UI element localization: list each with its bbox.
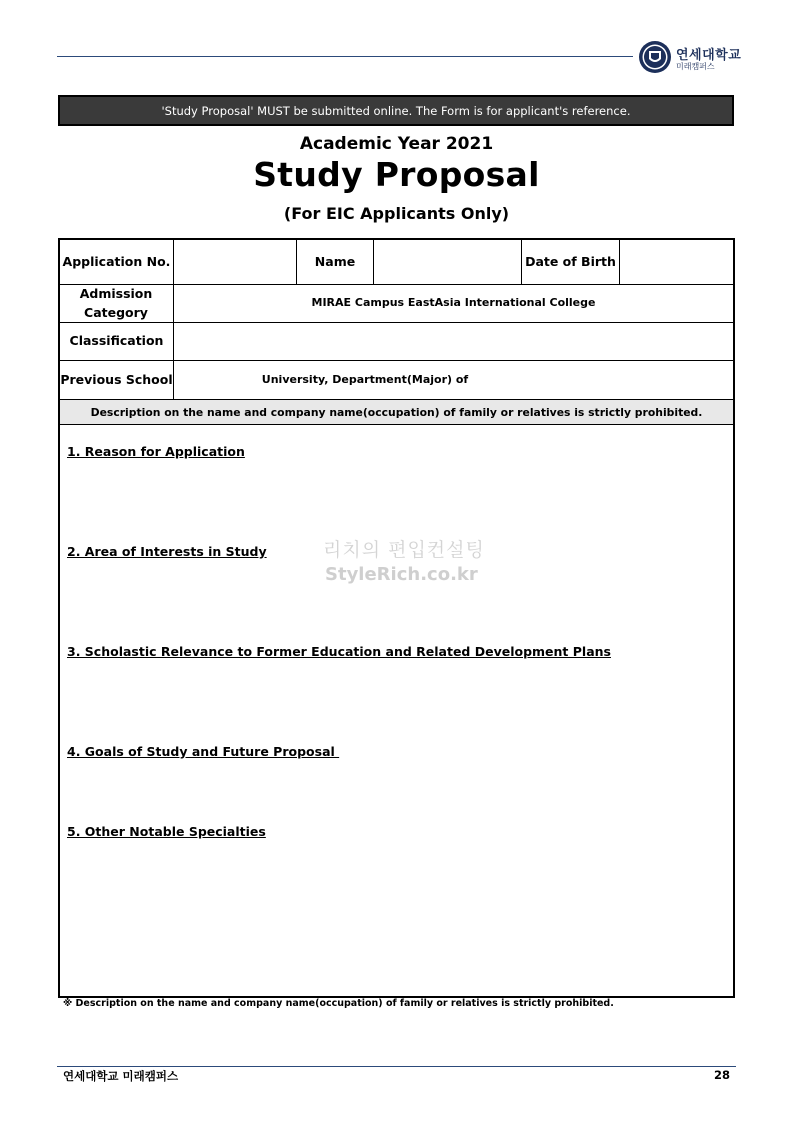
proposal-form [58,238,735,998]
page-number: 28 [713,1068,730,1082]
footer-university: 연세대학교 미래캠퍼스 [63,1069,179,1083]
section-goals-heading: 4. Goals of Study and Future Proposal [67,744,340,759]
classification-field[interactable] [174,323,733,360]
prohibition-notice: Description on the name and company name(occupation) of family or relatives is strictly prohibited. [90,405,703,419]
classification-label: Classification [69,333,164,349]
section-interests-heading: 2. Area of Interests in Study [67,544,267,559]
university-seal-icon [638,40,672,74]
date-of-birth-label: Date of Birth [525,253,616,269]
page-title: Study Proposal [253,155,540,194]
online-submission-notice: 'Study Proposal' MUST be submitted online. The Form is for applicant's reference. [58,95,734,126]
name-field[interactable] [374,240,521,284]
section-reason-heading: 1. Reason for Application [67,444,245,459]
header-rule [57,56,633,57]
logo-subname: 미래캠퍼스 [676,62,715,71]
university-logo [638,40,742,76]
admission-category-value: MIRAE Campus EastAsia International College [311,296,596,310]
application-no-label: Application No. [62,253,171,269]
application-no-field[interactable] [174,240,296,284]
watermark-url: StyleRich.co.kr [325,564,478,585]
section-relevance-heading: 3. Scholastic Relevance to Former Education and Related Development Plans [67,644,611,659]
row-divider [60,424,733,425]
footer-rule [57,1066,736,1067]
previous-school-label: Previous School [60,371,173,387]
page-subtitle: (For EIC Applicants Only) [283,204,510,223]
name-label: Name [314,253,356,269]
admission-category-label: Admission Category [79,285,153,320]
section-specialties-heading: 5. Other Notable Specialties [67,824,266,839]
logo-name: 연세대학교 [676,48,742,63]
footnote: ※ Description on the name and company name(occupation) of family or relatives is strictly prohibited. [63,998,614,1009]
watermark-korean: 리치의 편입컨설팅 [323,539,485,561]
date-of-birth-field[interactable] [620,240,733,284]
previous-school-value[interactable]: University, Department(Major) of [261,372,469,386]
academic-year: Academic Year 2021 [299,134,494,154]
